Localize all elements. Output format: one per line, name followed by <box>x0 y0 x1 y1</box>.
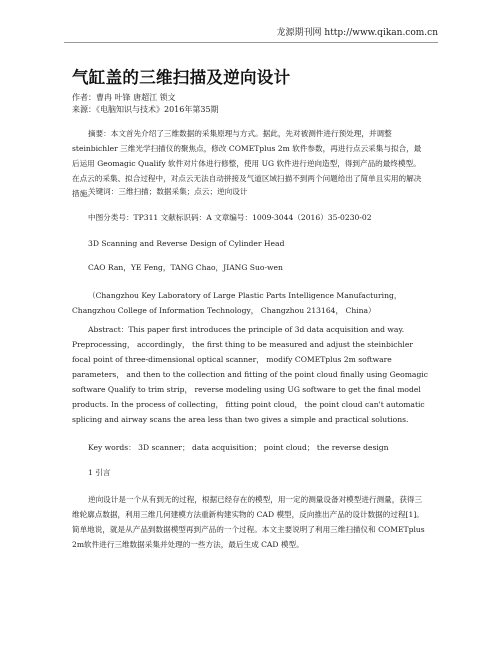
site-header[interactable]: 龙源期刊网 http://www.qikan.com.cn <box>276 28 438 38</box>
keywords-english: Key words： 3D scanner； data acquisition； point cloud； the reverse design <box>88 443 389 452</box>
english-title: 3D Scanning and Reverse Design of Cylinder Head <box>88 239 285 248</box>
english-affiliation: （Changzhou Key Laboratory of Large Plastic Parts Intelligence Manufacturing， Changzhou College of Information Technology， Changzhou 213164， China） <box>72 291 402 315</box>
abstract-chinese: 摘要：本文首先介绍了三维数据的采集原理与方式。据此，先对被测件进行预处理，并调整 steinbichler 三维光学扫描仪的聚焦点，修改 COMETplus 2m 软件参数，再进行点云采集与拟合，最后运用 Geomagic Qualify 软件对片体进行修整，使用 UG 软件进行逆向造型，得到产品的最终模型。在点云的采集、拟合过程中，对点云无法自动拼接及气道区域扫描不到两个问题给出了简单且实用的解决措施。 <box>72 129 422 198</box>
intro-paragraph: 逆向设计是一个从有到无的过程，根据已经存在的模型，用一定的测量设备对模型进行测量，获得三维轮廓点数据，利用三维几何建模方法重新构建实物的 CAD 模型，反向推出产品的设计数据的过程[1]。简单地说，就是从产品到数据模型再到产品的一个过程。本文主要说明了利用三维扫描仪和 COMETplus 2m软件进行三维数据采集并处理的一些方法，最后生成 CAD 模型。 <box>72 495 425 549</box>
classification-line: 中图分类号：TP311 文献标识码：A 文章编号：1009-3044（2016）35-0230-02 <box>88 213 372 222</box>
authors-line: 作者：曹冉 叶锋 唐超江 锁文 <box>72 93 176 102</box>
keywords-chinese: 关键词：三维扫描；数据采集；点云；逆向设计 <box>88 187 248 196</box>
header-divider <box>64 42 438 43</box>
source-line: 来源：《电脑知识与技术》2016年第35期 <box>72 105 219 114</box>
article-title: 气缸盖的三维扫描及逆向设计 <box>72 68 291 87</box>
english-authors: CAO Ran，YE Feng，TANG Chao，JIANG Suo-wen <box>88 263 283 272</box>
abstract-english: Abstract：This paper first introduces the principle of 3d data acquisition and way. Preprocessing， accordingly， the first thing to be measured and adjust the steinbichler focal point of three-dimensional optical scanner， modify COMETplus 2m software parameters， and then to the collection and fitting of the point cloud finally using Geomagic software Qualify to trim strip， reverse modeling using UG software to get the final model products. In the process of collecting， fitting point cloud， the point cloud can't automatic splicing and airway scans the area less than two gives a simple and practical solutions. <box>72 325 428 424</box>
section-heading: 1 引言 <box>88 468 111 477</box>
